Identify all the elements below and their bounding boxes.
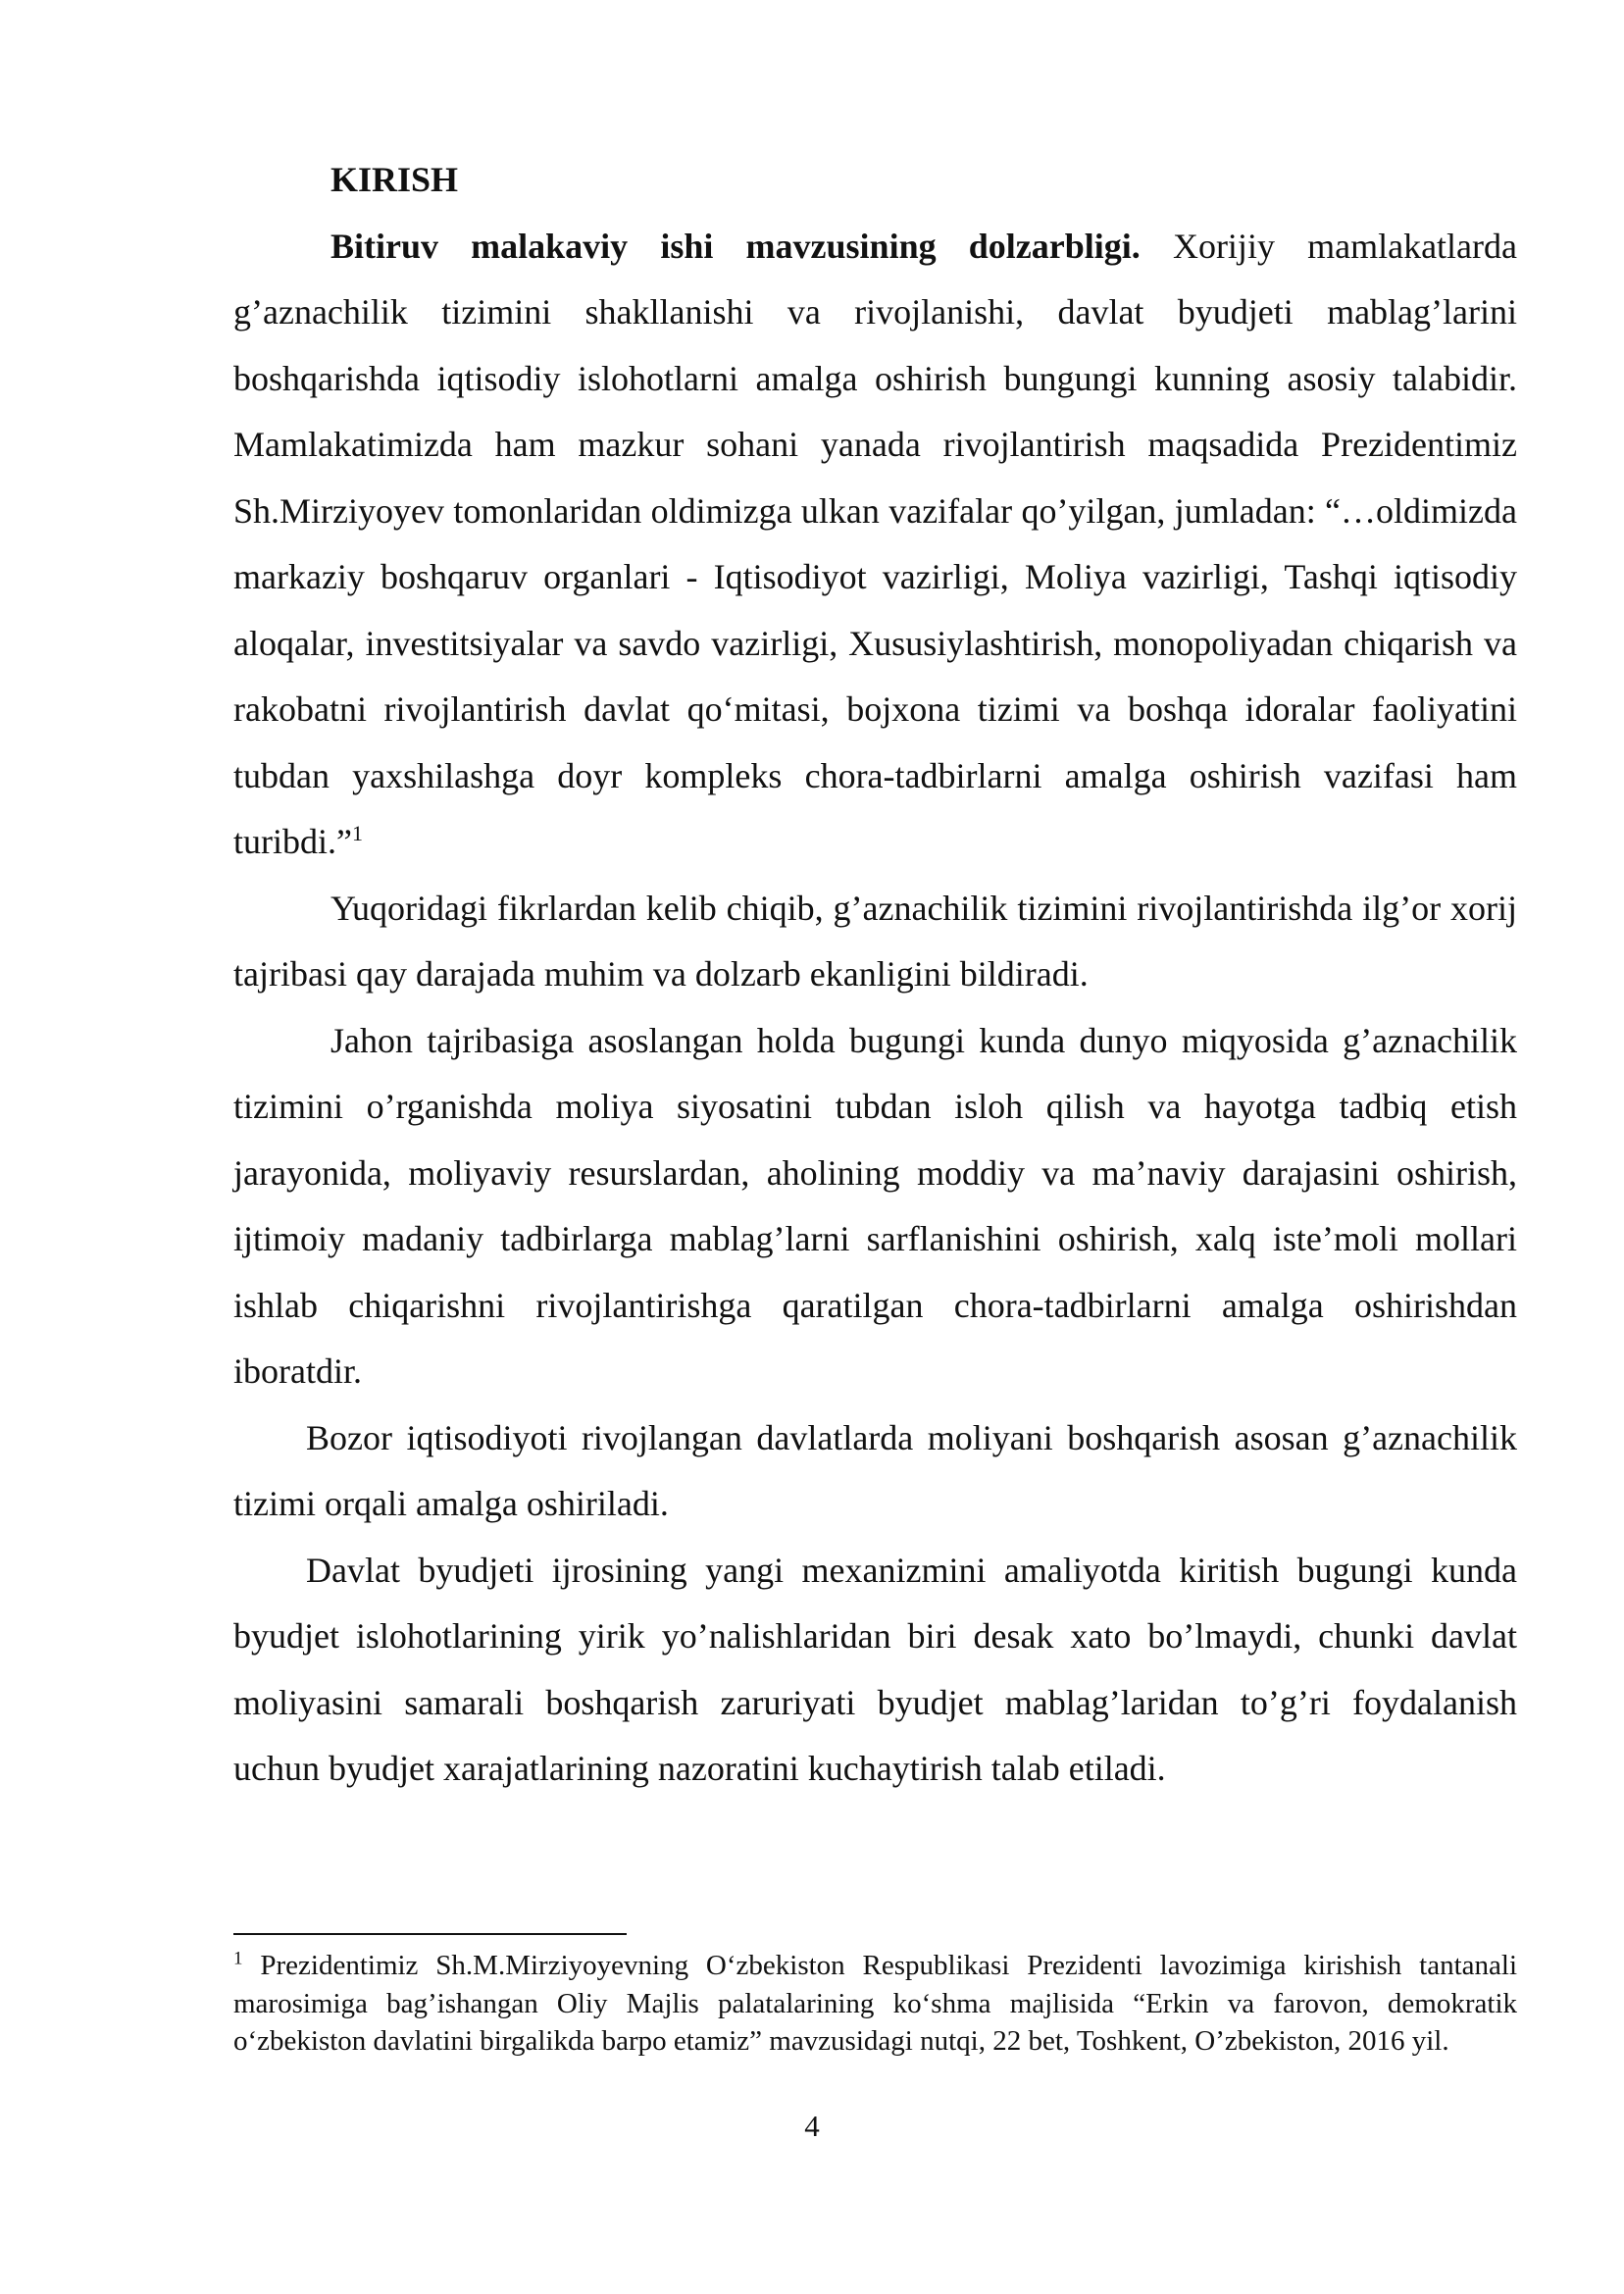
footnote-number: 1 bbox=[233, 1948, 243, 1969]
paragraph: Jahon tajribasiga asoslangan holda bugungi kunda dunyo miqyosida g’aznachilik tizimini o’rganishda moliya siyosatini tubdan isloh qilish va hayotga tadbiq etish jarayonida, moliyaviy resurslardan, aholining moddiy va ma’naviy darajasini oshirish, ijtimoiy madaniy tadbirlarga mablag’larni sarflanishini oshirish, xalq iste’moli mollari ishlab chiqarishni rivojlantirishga qaratilgan chora-tadbirlarni amalga oshirishdan iboratdir. bbox=[233, 1020, 1517, 1391]
paragraph-relevance bbox=[233, 214, 1517, 876]
paragraph-lead: Bitiruv malakaviy ishi mavzusining dolzarbligi. bbox=[330, 226, 1141, 266]
footnote-divider bbox=[233, 1933, 627, 1935]
paragraph: Davlat byudjeti ijrosining yangi mexanizmini amaliyotda kiritish bugungi kunda byudjet islohotlarining yirik yo’nalishlaridan biri desak xato bo’lmaydi, chunki davlat moliyasini samarali boshqarish zaruriyati byudjet mablag’laridan to’g’ri foydalanish uchun byudjet xarajatlarining nazoratini kuchaytirish talab etiladi. bbox=[233, 1550, 1517, 1788]
section-heading: KIRISH bbox=[330, 160, 459, 199]
main-text bbox=[233, 147, 1517, 1803]
footnote-reference: 1 bbox=[351, 821, 363, 845]
paragraph-text: Xorijiy mamlakatlarda g’aznachilik tizimini shakllanishi va rivojlanishi, davlat byudjeti mablag’larini boshqarishda iqtisodiy islohotlarni amalga oshirish bungungi kunning asosiy talabidir. Mamlakatimizda ham mazkur sohani yanada rivojlantirish maqsadida Prezidentimiz Sh.Mirziyoyev tomonlaridan oldimizga ulkan vazifalar qo’yilgan, jumladan: “…oldimizda markaziy boshqaruv organlari - Iqtisodiyot vazirligi, Moliya vazirligi, Tashqi iqtisodiy aloqalar, investitsiyalar va savdo vazirligi, Xususiylashtirish, monopoliyadan chiqarish va rakobatni rivojlantirish davlat qo‘mitasi, bojxona tizimi va boshqa idoralar faoliyatini tubdan yaxshilashga doyr kompleks chora-tadbirlarni amalga oshirish vazifasi ham turibdi.” bbox=[233, 226, 1517, 861]
page-number: 4 bbox=[804, 2109, 820, 2143]
paragraph: Yuqoridagi fikrlardan kelib chiqib, g’aznachilik tizimini rivojlantirishda ilg’or xorij tajribasi qay darajada muhim va dolzarb ekanligini bildiradi. bbox=[233, 888, 1517, 994]
footnote bbox=[233, 1947, 1517, 2061]
paragraph: Bozor iqtisodiyoti rivojlangan davlatlarda moliyani boshqarish asosan g’aznachilik tizimi orqali amalga oshiriladi. bbox=[233, 1417, 1517, 1523]
footnote-text: Prezidentimiz Sh.M.Mirziyoyevning O‘zbekiston Respublikasi Prezidenti lavozimiga kirishish tantanali marosimiga bag’ishangan Oliy Majlis palatalarining ko‘shma majlisida “Erkin va farovon, demokratik o‘zbekiston davlatini birgalikda barpo etamiz” mavzusidagi nutqi, 22 bet, Toshkent, O’zbekiston, 2016 yil. bbox=[233, 1950, 1517, 2057]
